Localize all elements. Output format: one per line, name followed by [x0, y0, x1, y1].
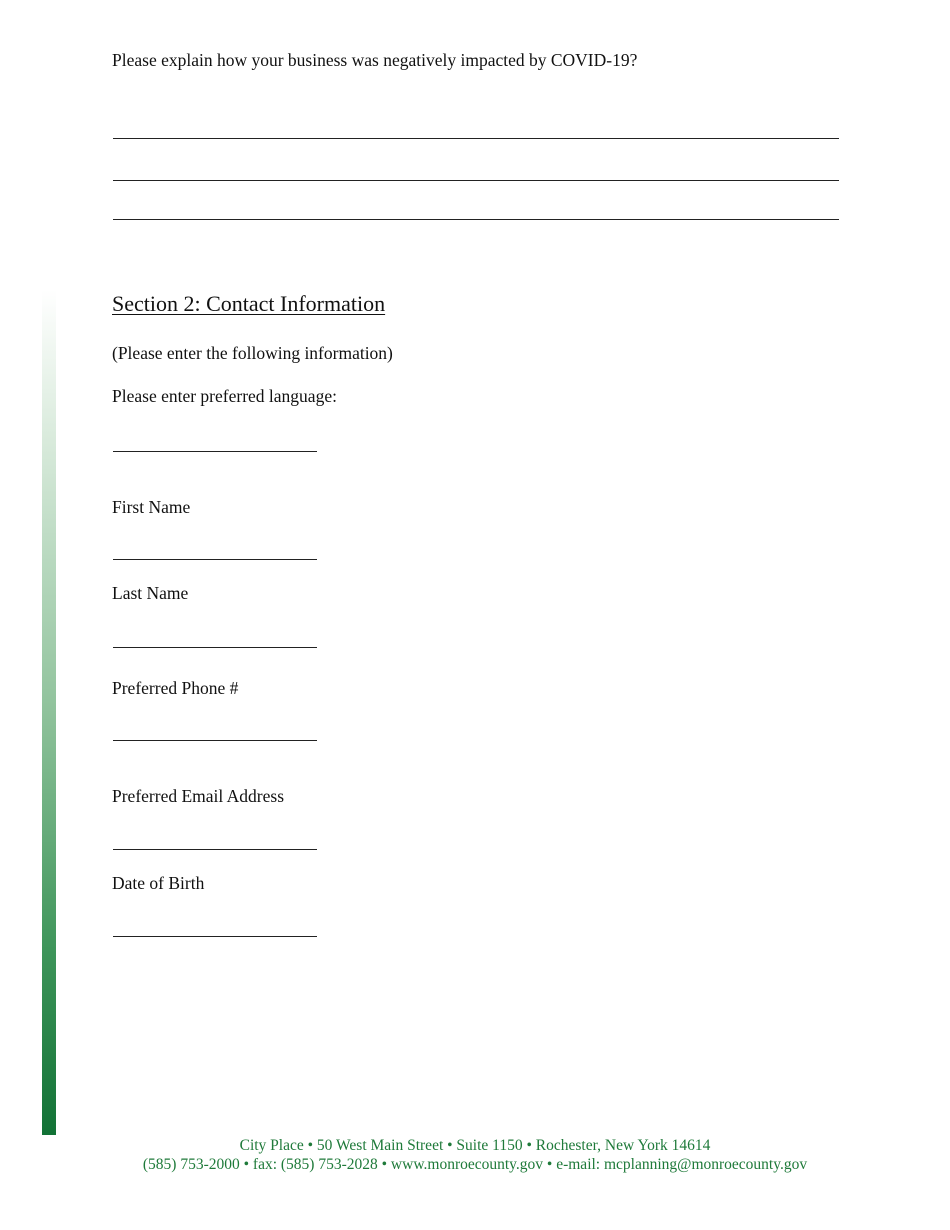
first-name-field-line[interactable] [113, 559, 317, 560]
language-label: Please enter preferred language: [112, 386, 337, 406]
answer-line-1[interactable] [113, 138, 839, 139]
footer-contact: (585) 753-2000 • fax: (585) 753-2028 • www.monroecounty.gov • e-mail: mcplanning@monroecounty.gov [142, 1156, 808, 1173]
dob-label: Date of Birth [112, 873, 205, 893]
decorative-green-gradient-bar [42, 290, 56, 1135]
last-name-label: Last Name [112, 583, 189, 603]
answer-line-2[interactable] [113, 180, 839, 181]
last-name-field-line[interactable] [113, 647, 317, 648]
email-field-line[interactable] [113, 849, 317, 850]
section-instruction: (Please enter the following information) [112, 343, 393, 363]
first-name-label: First Name [112, 497, 191, 517]
email-label: Preferred Email Address [112, 786, 285, 806]
language-field-line[interactable] [113, 451, 317, 452]
answer-line-3[interactable] [113, 219, 839, 220]
footer-address: City Place • 50 West Main Street • Suite 1150 • Rochester, New York 14614 [239, 1137, 711, 1154]
phone-label: Preferred Phone # [112, 678, 239, 698]
covid-impact-question: Please explain how your business was negatively impacted by COVID-19? [112, 50, 638, 70]
phone-field-line[interactable] [113, 740, 317, 741]
section-title: Section 2: Contact Information [112, 291, 386, 316]
dob-field-line[interactable] [113, 936, 317, 937]
